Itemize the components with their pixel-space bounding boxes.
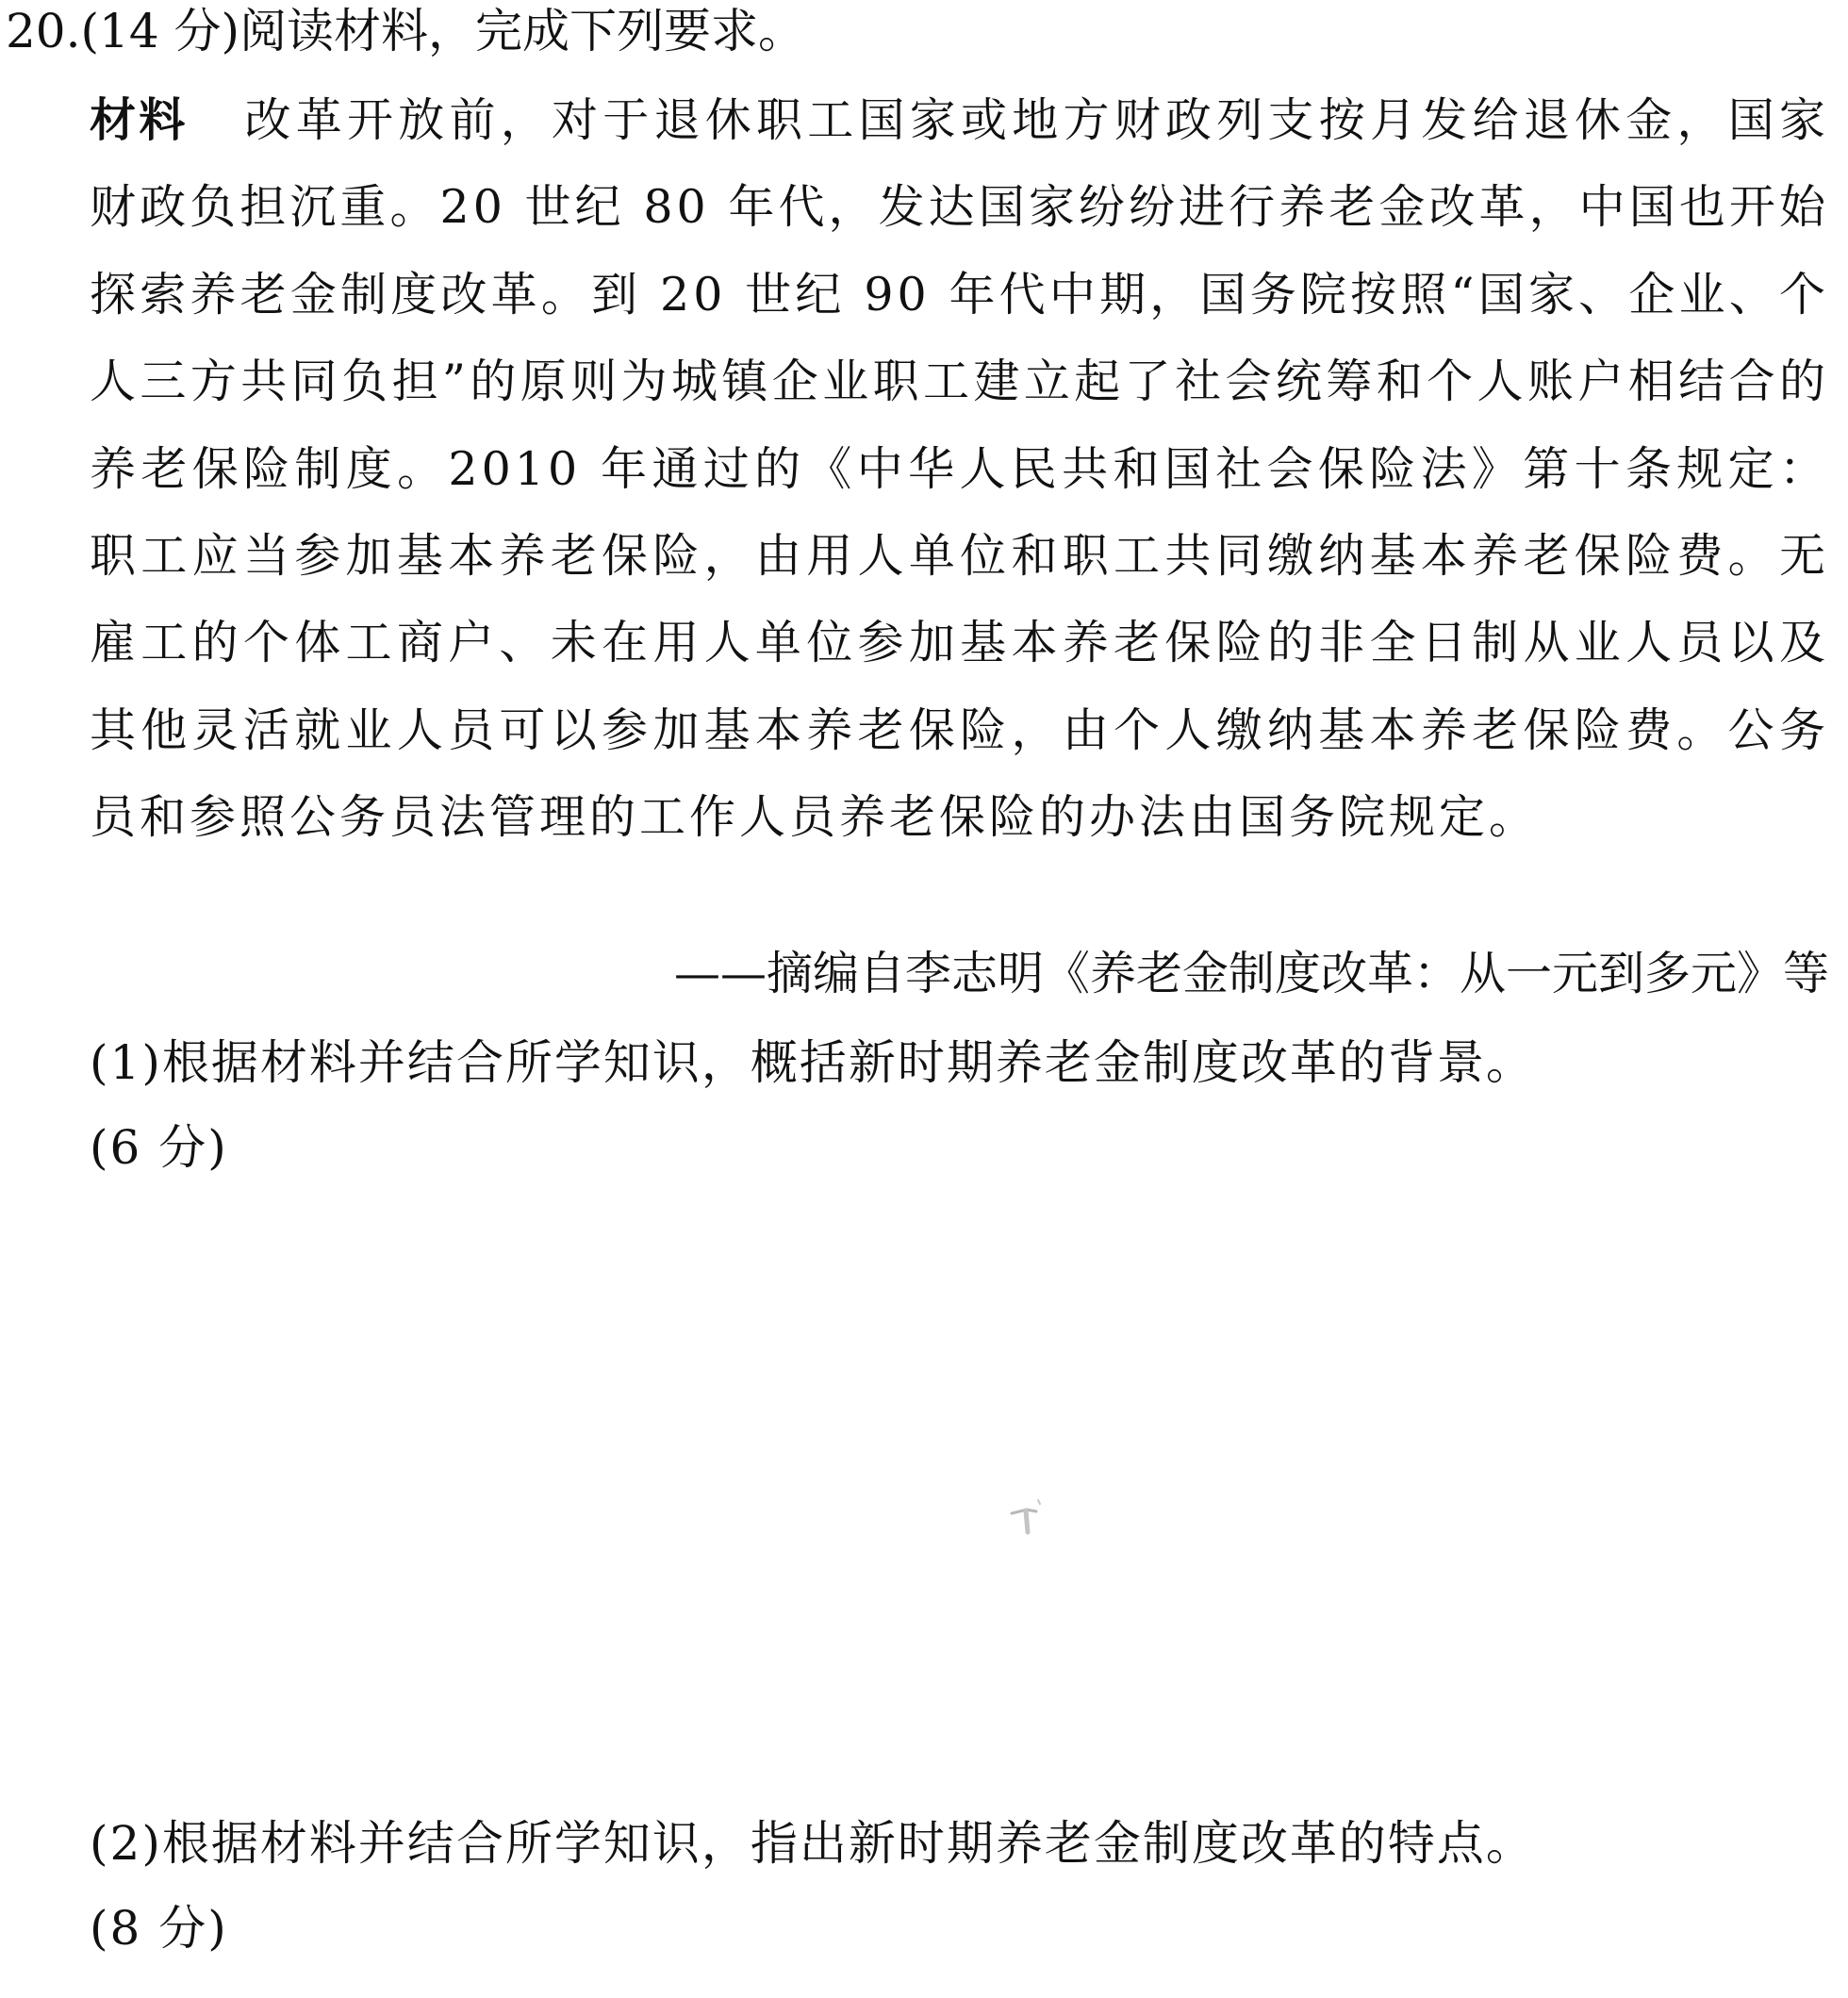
question-points: (14 分) bbox=[80, 4, 240, 58]
answer-area-2[interactable] bbox=[90, 1980, 1829, 1998]
sub-question-2-text: (2)根据材料并结合所学知识，指出新时期养老金制度改革的特点。 bbox=[90, 1816, 1535, 1871]
scan-smudge-mark bbox=[995, 1494, 1051, 1542]
material-passage bbox=[90, 77, 1829, 862]
answer-area-1[interactable] bbox=[90, 1197, 1829, 1782]
question-instruction: 阅读材料，完成下列要求。 bbox=[239, 4, 806, 58]
question-number: 20. bbox=[6, 4, 81, 58]
material-label: 材料 bbox=[90, 93, 189, 147]
sub-question-1 bbox=[90, 1020, 1834, 1190]
sub-question-2 bbox=[90, 1801, 1834, 1971]
sub-question-2-score: (8 分) bbox=[90, 1901, 228, 1956]
sub-question-1-text: (1)根据材料并结合所学知识，概括新时期养老金制度改革的背景。 bbox=[90, 1035, 1535, 1090]
question-header bbox=[6, 0, 805, 62]
material-text: 改革开放前，对于退休职工国家或地方财政列支按月发给退休金，国家财政负担沉重。20 世纪 80 年代，发达国家纷纷进行养老金改革，中国也开始探索养老金制度改革。到 20 世纪 90 年代中期，国务院按照“国家、企业、个人三方共同负担”的原则为城镇企业职工建立起了社会统筹和个人账户相结合的养老保险制度。2010 年通过的《中华人民共和国社会保险法》第十条规定：职工应当参加基本养老保险，由用人单位和职工共同缴纳基本养老保险费。无雇工的个体工商户、未在用人单位参加基本养老保险的非全日制从业人员以及其他灵活就业人员可以参加基本养老保险，由个人缴纳基本养老保险费。公务员和参照公务员法管理的工作人员养老保险的办法由国务院规定。 bbox=[90, 93, 1829, 845]
sub-question-1-score: (6 分) bbox=[90, 1120, 228, 1175]
material-source: ——摘编自李志明《养老金制度改革：从一元到多元》等 bbox=[673, 947, 1829, 1000]
